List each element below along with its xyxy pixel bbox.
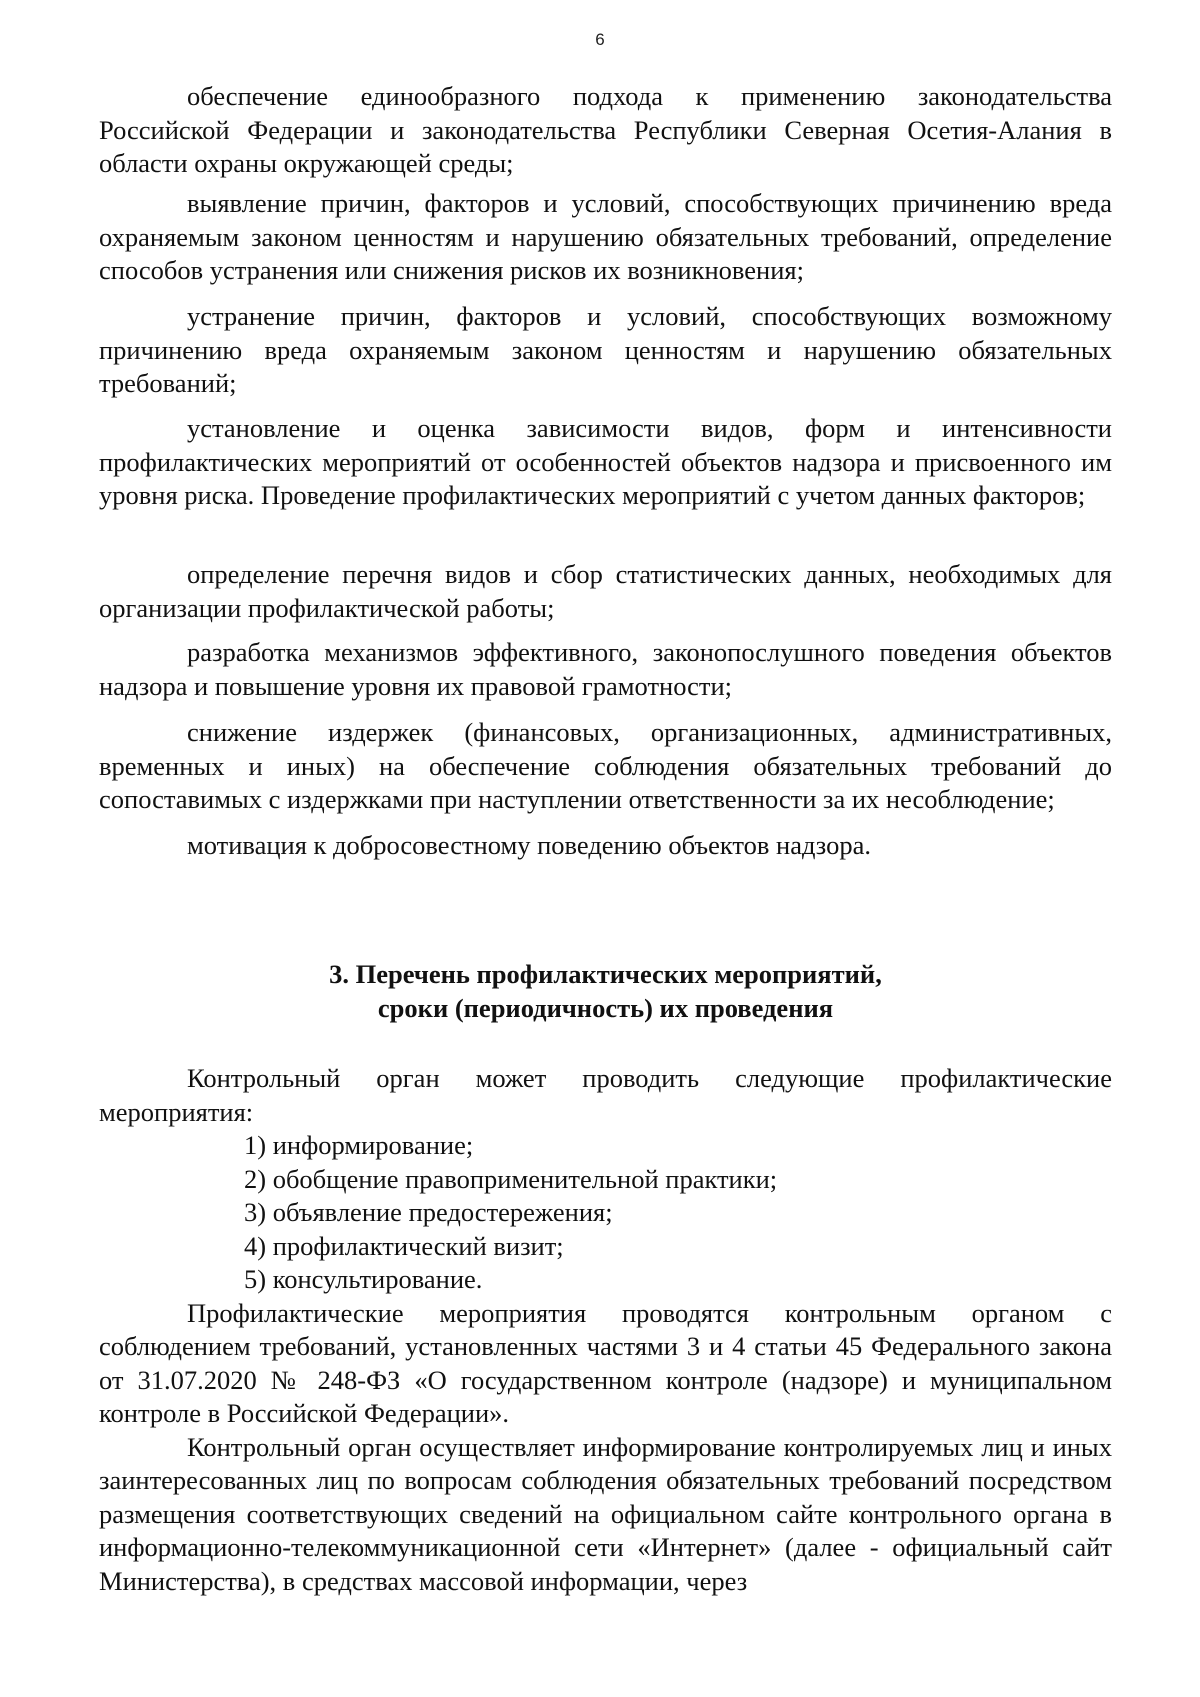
goal-text: установление и оценка зависимости видов, форм и интенсивности профилактических мероприятий от особенностей объектов надзора и присвоенного им уровня риска. Проведение профилактических мероприятий с учетом данных факторов;	[99, 413, 1112, 510]
section-paragraph: Контрольный орган осуществляет информирование контролируемых лиц и иных заинтересованных лиц по вопросам соблюдения обязательных требований посредством размещения соответствующих сведений на официальном сайте контрольного органа в информационно-телекоммуникационной сети «Интернет» (далее - официальный сайт Министерства), в средствах массовой информации, через	[99, 1431, 1112, 1596]
section-body	[99, 1062, 1112, 1598]
list-item: 3) объявление предостережения;	[244, 1197, 613, 1227]
section-title-line-2: сроки (периодичность) их проведения	[377, 992, 834, 1023]
section-title-line-1: 3. Перечень профилактических мероприятий,	[329, 959, 882, 989]
goal-text: выявление причин, факторов и условий, способствующих причинению вреда охраняемым законом ценностям и нарушению обязательных требований, определение способов устранения или снижения рисков их возникновения;	[99, 188, 1112, 285]
goal-paragraph	[99, 716, 1112, 817]
goal-paragraph	[99, 80, 1112, 181]
section-intro: Контрольный орган может проводить следующие профилактические мероприятия:	[99, 1063, 1112, 1127]
goal-text: мотивация к добросовестному поведению объектов надзора.	[187, 830, 871, 860]
goal-text: обеспечение единообразного подхода к применению законодательства Российской Федерации и законодательства Республики Северная Осетия-Алания в области охраны окружающей среды;	[99, 81, 1112, 178]
section-paragraph: Профилактические мероприятия проводятся контрольным органом с соблюдением требований, установленных частями 3 и 4 статьи 45 Федерального закона от 31.07.2020 № 248-ФЗ «О государственном контроле (надзоре) и муниципальном контроле в Российской Федерации».	[99, 1297, 1112, 1428]
list-item: 1) информирование;	[244, 1130, 474, 1160]
goal-text: снижение издержек (финансовых, организационных, административных, временных и иных) на обеспечение соблюдения обязательных требований до сопоставимых с издержками при наступлении ответственности за их несоблюдение;	[99, 717, 1112, 814]
goal-paragraph	[99, 829, 1112, 863]
list-item: 5) консультирование.	[244, 1264, 483, 1294]
list-item: 2) обобщение правоприменительной практики;	[244, 1163, 778, 1194]
page-number: 6	[595, 30, 605, 49]
goal-paragraph	[99, 300, 1112, 401]
goal-text: устранение причин, факторов и условий, способствующих возможному причинению вреда охраняемым законом ценностям и нарушению обязательных требований;	[99, 301, 1112, 398]
goal-text: определение перечня видов и сбор статистических данных, необходимых для организации профилактической работы;	[99, 559, 1112, 623]
goal-paragraph	[99, 187, 1112, 288]
goal-text: разработка механизмов эффективного, законопослушного поведения объектов надзора и повышение уровня их правовой грамотности;	[99, 637, 1112, 701]
list-item: 4) профилактический визит;	[244, 1230, 564, 1261]
goal-paragraph	[99, 636, 1112, 703]
section-heading	[99, 958, 1112, 1025]
goal-paragraph	[99, 412, 1112, 513]
goal-paragraph	[99, 558, 1112, 625]
